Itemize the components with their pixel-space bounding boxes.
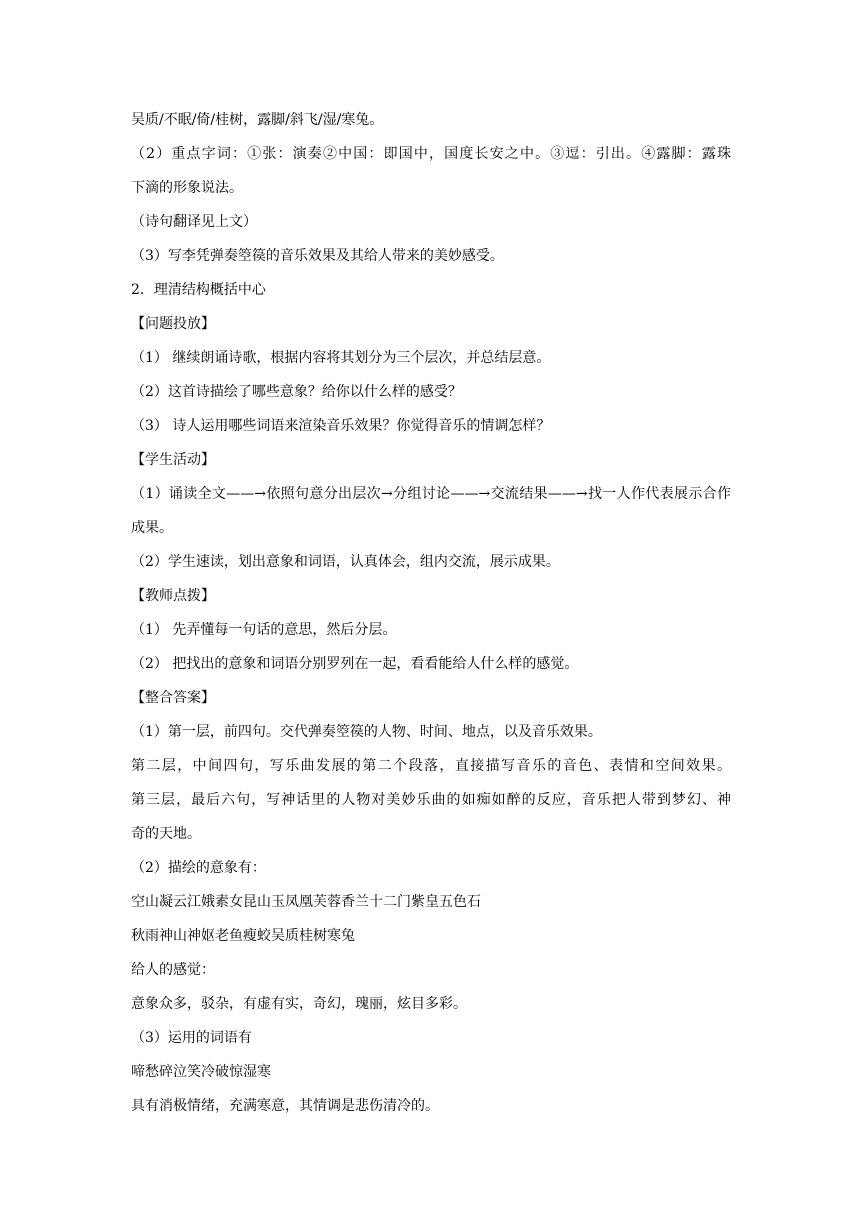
subsection-heading: 【学生活动】 <box>131 452 215 468</box>
text-line: 第二层，中间四句，写乐曲发展的第二个段落，直接描写音乐的音色、表情和空间效果。 <box>131 758 731 774</box>
text-line: （2）学生速读，划出意象和词语，认真体会，组内交流，展示成果。 <box>131 554 560 570</box>
subsection-heading: 【整合答案】 <box>131 690 215 706</box>
text-line: （3）写李凭弹奏箜篌的音乐效果及其给人带来的美妙感受。 <box>131 248 504 264</box>
section-heading: 2．理清结构概括中心 <box>131 282 266 298</box>
text-line: （1） 继续朗诵诗歌，根据内容将其划分为三个层次，并总结层意。 <box>131 350 551 366</box>
text-line: 奇的天地。 <box>131 826 201 842</box>
text-line: 成果。 <box>131 520 173 536</box>
text-line: 意象众多，驳杂，有虚有实，奇幻，瑰丽，炫目多彩。 <box>131 996 467 1012</box>
subsection-heading: 【教师点拨】 <box>131 588 215 604</box>
text-line: 给人的感觉： <box>131 962 215 978</box>
text-line: （1）第一层，前四句。交代弹奏箜篌的人物、时间、地点，以及音乐效果。 <box>131 724 602 740</box>
text-line: 具有消极情绪，充满寒意，其情调是悲伤清冷的。 <box>131 1098 439 1114</box>
subsection-heading: 【问题投放】 <box>131 316 215 332</box>
text-line: （3） 诗人运用哪些词语来渲染音乐效果？你觉得音乐的情调怎样？ <box>131 418 551 434</box>
document-body <box>131 107 731 1127</box>
text-line: 第三层，最后六句，写神话里的人物对美妙乐曲的如痴如醉的反应，音乐把人带到梦幻、神 <box>131 792 731 808</box>
text-line: 吴质/不眠/倚/桂树，露脚/斜飞/湿/寒兔。 <box>131 112 384 128</box>
text-line: （诗句翻译见上文） <box>131 214 257 230</box>
text-line: 空山凝云江娥素女昆山玉凤凰芙蓉香兰十二门紫皇五色石 <box>131 894 481 910</box>
text-line: （1） 先弄懂每一句话的意思，然后分层。 <box>131 622 397 638</box>
text-line: （2）描绘的意象有： <box>131 860 266 876</box>
text-line: 秋雨神山神妪老鱼瘦蛟吴质桂树寒兔 <box>131 928 355 944</box>
text-line: 下滴的形象说法。 <box>131 180 243 196</box>
text-line: （1）诵读全文——→依照句意分出层次→分组讨论——→交流结果——→找一人作代表展示合作 <box>131 486 731 502</box>
text-line: （2） 把找出的意象和词语分别罗列在一起，看看能给人什么样的感觉。 <box>131 656 579 672</box>
text-line: 啼愁碎泣笑冷破惊湿寒 <box>131 1064 271 1080</box>
text-line: （2）重点字词：①张：演奏②中国：即国中，国度长安之中。③逗：引出。④露脚：露珠 <box>131 146 731 162</box>
text-line: （2）这首诗描绘了哪些意象？给你以什么样的感受？ <box>131 384 462 400</box>
text-line: （3）运用的词语有 <box>131 1030 252 1046</box>
